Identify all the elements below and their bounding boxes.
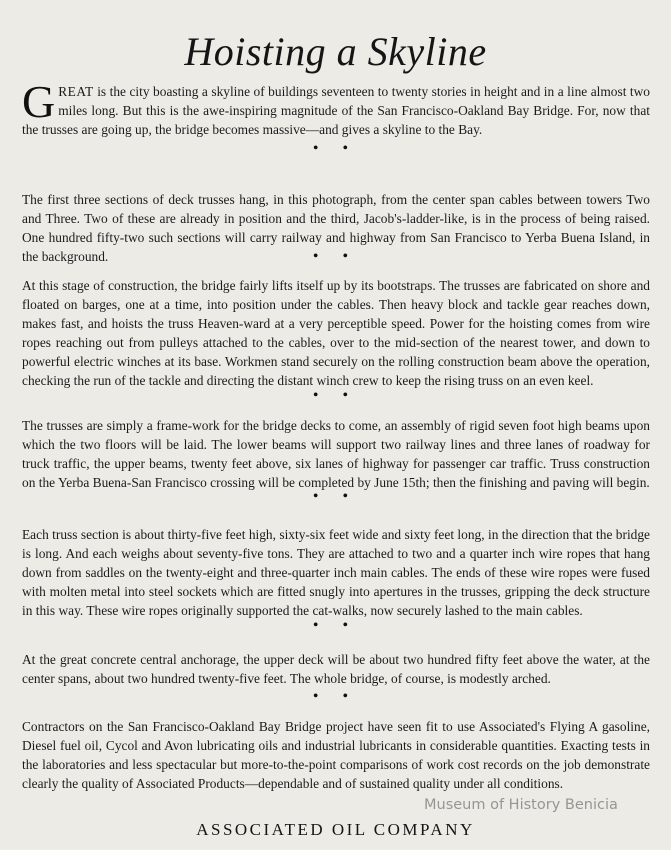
- separator-dots: • •: [312, 617, 359, 634]
- intro-paragraph: [22, 76, 650, 139]
- separator-dots: • •: [312, 488, 359, 505]
- paragraph-2: At this stage of construction, the bridge fairly lifts itself up by its bootstraps. The trusses are fabricated on shore and floated on barges, one at a time, into position under the cables. Then heavy block and tackle gear reaches down, makes fast, and hoists the truss Heaven-ward at a very perceptible speed. Power for the hoisting comes from wire ropes reaching out from pulleys attached to the cables, over to the mid-section of the nearest tower, and down to powerful electric winches at its base. Workmen stand securely on the rolling construction beam above the operation, checking the run of the tackle and directing the distant winch crew to keep the rising truss on an even keel.: [22, 278, 650, 388]
- separator-dots: • •: [312, 688, 359, 705]
- intro-smallcaps: REAT: [58, 84, 94, 99]
- paragraph-6: Contractors on the San Francisco-Oakland Bay Bridge project have seen fit to use Associated's Flying A gasoline, Diesel fuel oil, Cycol and Avon lubricating oils and industrial lubricants in considerable quantities. Exacting tests in the laboratories and less spectacular but more-to-the-point comparisons of work cost records on the job demonstrate clearly the quality of Associated Products—dependable and of sustained quality under all conditions.: [22, 719, 650, 791]
- separator-dots: • •: [312, 387, 359, 404]
- paragraph-1: The first three sections of deck trusses hang, in this photograph, from the center span cables between towers Two and Three. Two of these are already in position and the third, Jacob's-ladder-like, is in the process of being raised. One hundred fifty-two such sections will carry railway and highway from San Francisco to Yerba Buena Island, in the background.: [22, 192, 650, 264]
- paragraph-4: Each truss section is about thirty-five feet high, sixty-six feet wide and sixty feet long, in the direction that the bridge is long. And each weighs about seventy-five tons. They are attached to two and a quarter inch wire ropes that hang down from saddles on the twenty-eight and three-quarter inch main cables. The ends of these wire ropes were fused with molten metal into steel sockets which are fitted snugly into apertures in the trusses, gripping the deck structure in this way. These wire ropes originally supported the cat-walks, now securely lashed to the main cables.: [22, 527, 650, 618]
- museum-watermark: Museum of History Benicia: [424, 797, 618, 813]
- page-title: Hoisting a Skyline: [184, 29, 487, 74]
- company-signature: ASSOCIATED OIL COMPANY: [196, 820, 475, 839]
- intro-text: is the city boasting a skyline of buildings seventeen to twenty stories in height and in a line almost two miles long. But this is the awe-inspiring magnitude of the San Francisco-Oakland Bay Bridge. For, now that the trusses are going up, the bridge becomes massive—and gives a skyline to the Bay.: [22, 84, 650, 137]
- paragraph-3: The trusses are simply a frame-work for the bridge decks to come, an assembly of rigid seven foot high beams upon which the two floors will be laid. The lower beams will support two railway lines and three lanes of roadway for truck traffic, the upper beams, twenty feet above, six lanes of highway for passenger car traffic. Truss construction on the Yerba Buena-San Francisco crossing will be completed by June 15th; then the finishing and paving will begin.: [22, 418, 650, 490]
- paragraph-5: At the great concrete central anchorage, the upper deck will be about two hundred fifty feet above the water, at the center spans, about two hundred twenty-five feet. The whole bridge, of course, is modestly arched.: [22, 652, 650, 686]
- drop-cap: G: [22, 76, 56, 127]
- separator-dots: • •: [312, 248, 359, 265]
- separator-dots: • •: [312, 140, 359, 157]
